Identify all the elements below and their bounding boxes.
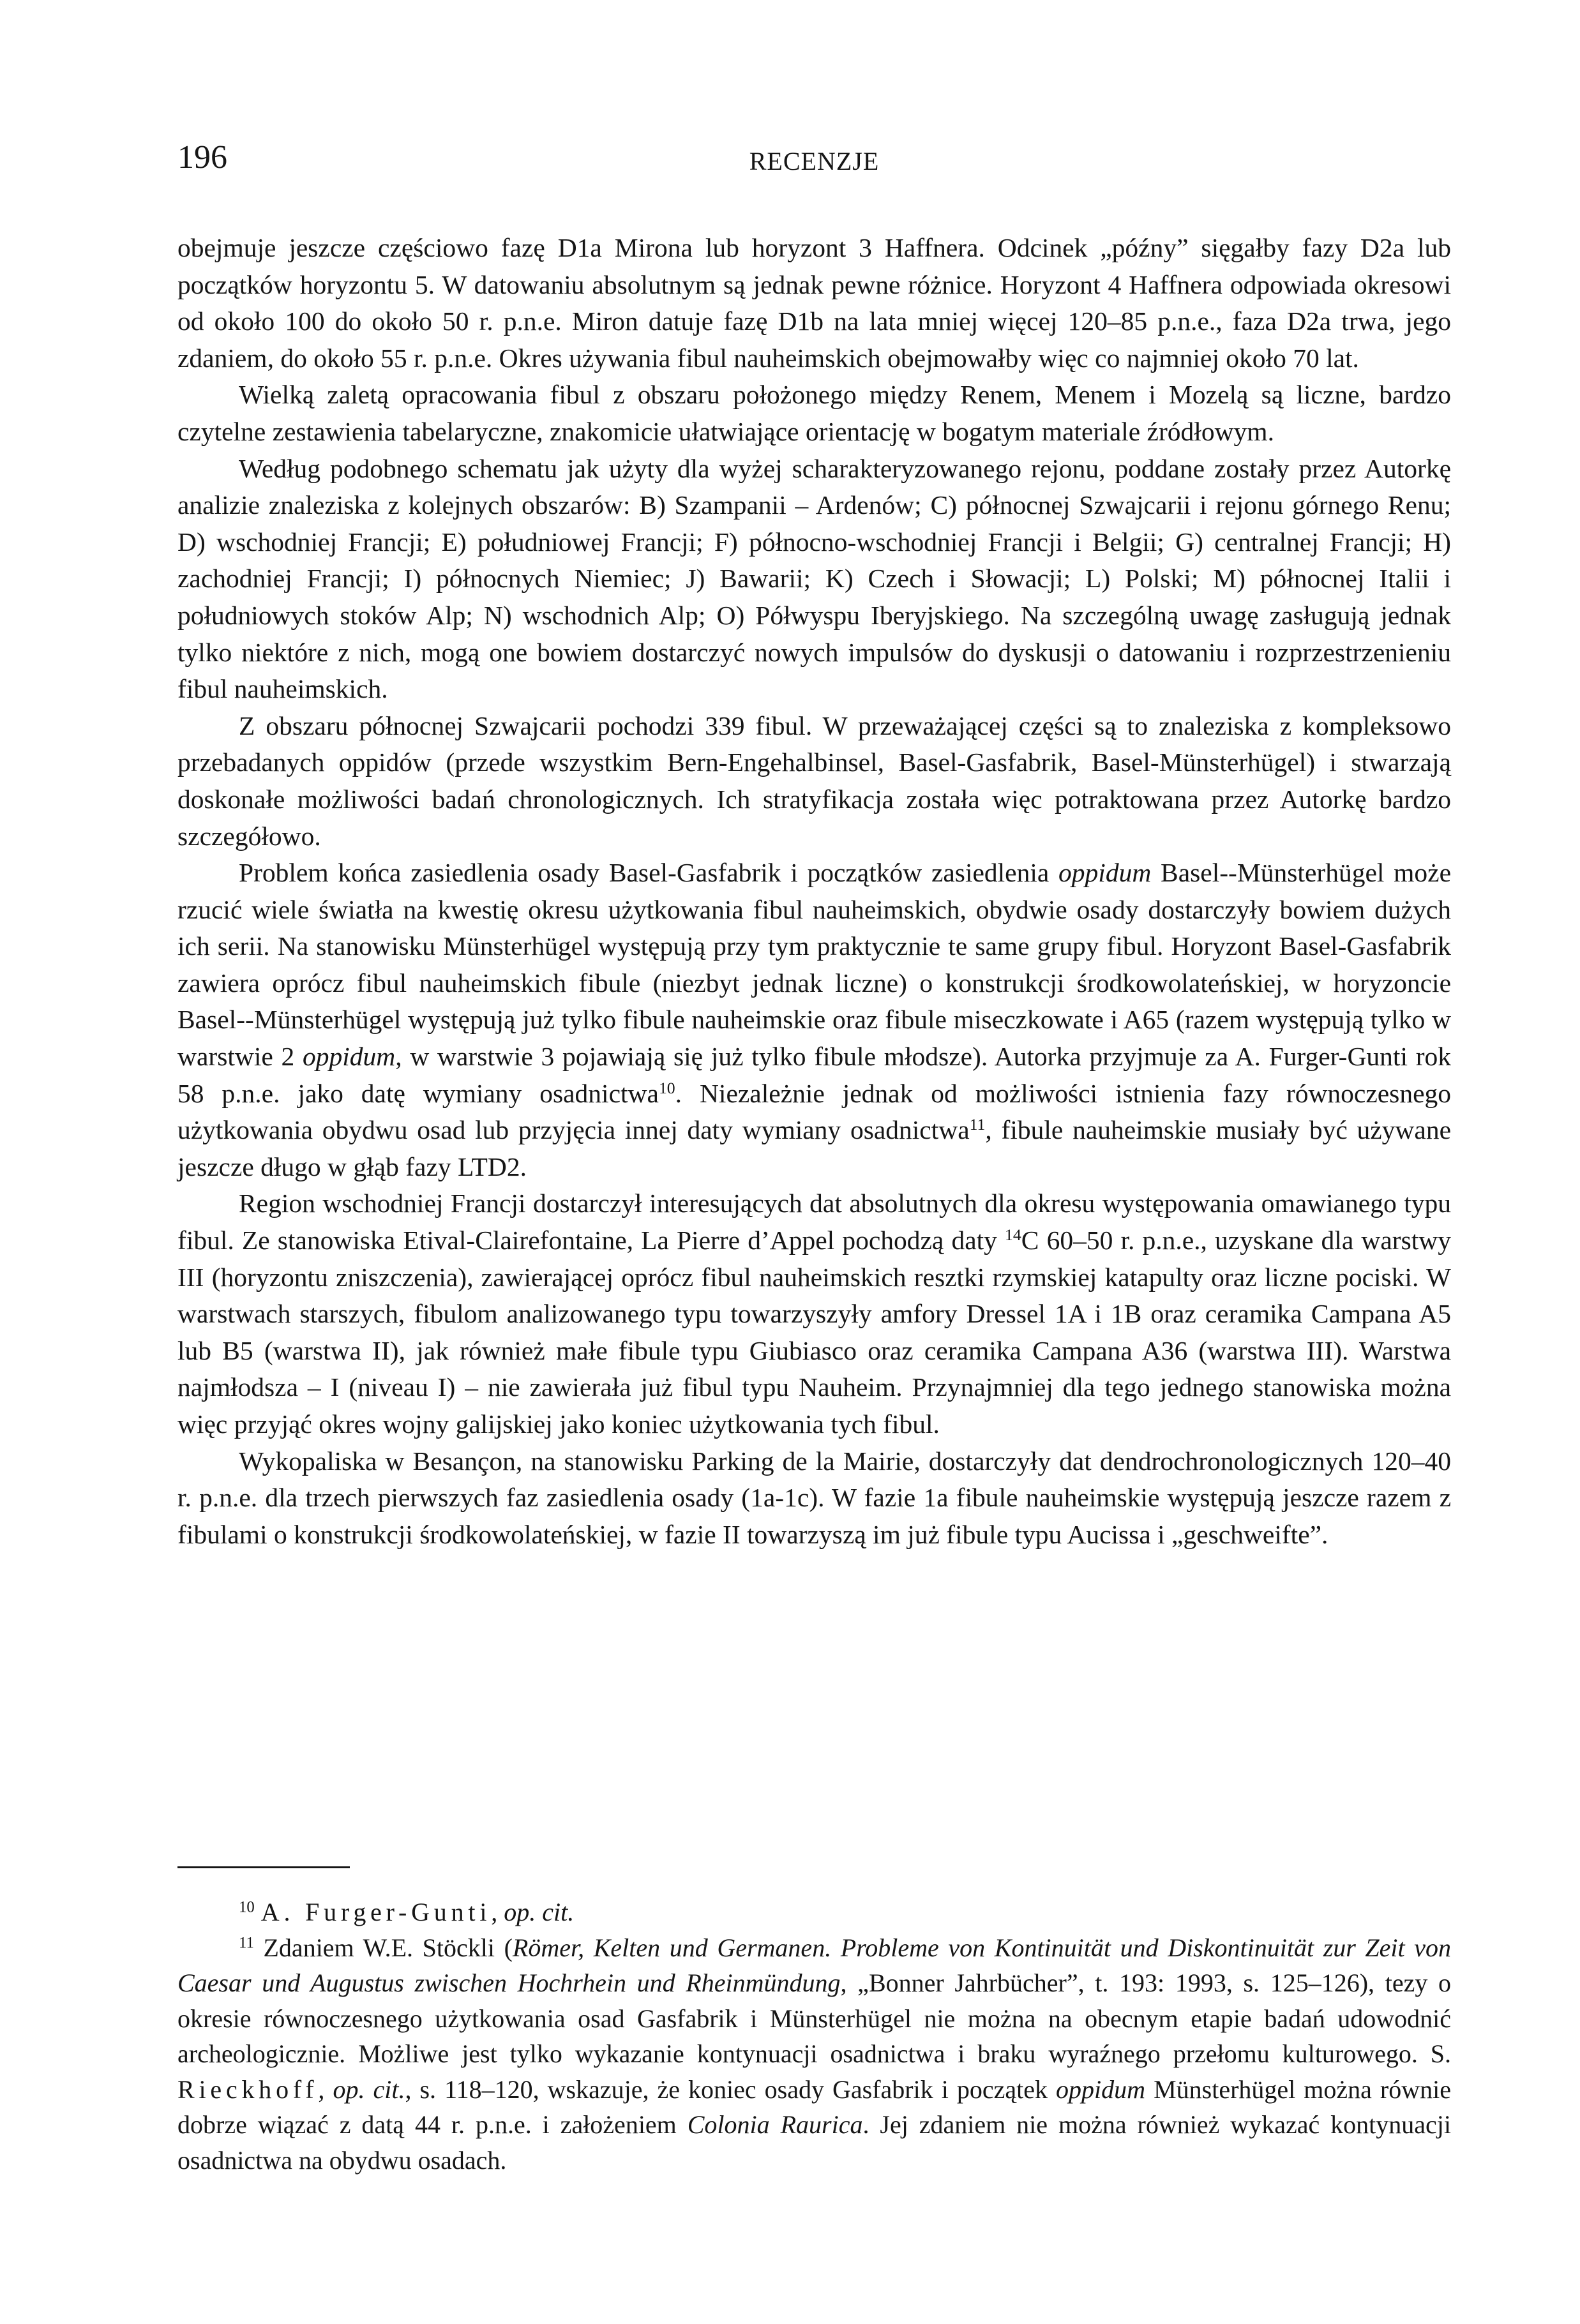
footnote-author: A. Furger-Gunti: [260, 1898, 492, 1926]
footnote-divider: [177, 1866, 350, 1868]
paragraph-6-text: C 60–50 r. p.n.e., uzyskane dla warstwy III (horyzontu zniszczenia), zawierającej oprócz fibul nauheimskich resztki rzymskiej katapulty oraz liczne pociski. W warstwach starszych, fibulom analizowanego typu towarzyszyły amfory Dressel 1A i 1B oraz ceramika Campana A5 lub B5 (warstwa II), jak również małe fibule typu Giubiasco oraz ceramika Campana A36 (warstwa III). Warstwa najmłodsza – I (niveau I) – nie zawierała już fibul typu Nauheim. Przynajmniej dla tego jednego stanowiska można więc przyjąć okres wojny galijskiej jako koniec użytkowania tych fibul.: [177, 1226, 1451, 1439]
running-head: RECENZJE: [749, 147, 880, 176]
footnote-author: Rieckhoff: [177, 2074, 319, 2104]
footnote-text: Zdaniem W.E. Stöckli (: [263, 1933, 513, 1962]
paragraph-5: [177, 855, 1451, 1185]
term-oppidum: oppidum: [1058, 858, 1152, 888]
footnote-text: ,: [318, 2074, 333, 2104]
footnote-citation: op. cit.: [504, 1898, 575, 1926]
footnote-text: , „Bonner Jahrbücher”, t. 193: 1993, s. 125–126), tezy o okresie równoczesnego użytkowania osad Gasfabrik i Münsterhügel nie można na obecnym etapie badań udowodnić archeologicznie. Możliwe jest tylko wykazanie kontynuacji osadnictwa i braku wyraźnego przełomu kulturowego. S.: [177, 1968, 1451, 2068]
paragraph-7: Wykopaliska w Besançon, na stanowisku Parking de la Mairie, dostarczyły dat dendrochronologicznych 120–40 r. p.n.e. dla trzech pierwszych faz zasiedlenia osady (1a-1c). W fazie 1a fibule nauheimskie występują jeszcze razem z fibulami o konstrukcji środkowolateńskiej, w fazie II towarzyszą im już fibule typu Aucissa i „geschweifte”.: [177, 1446, 1451, 1549]
page-number: 196: [177, 139, 227, 176]
term-colonia-raurica: Colonia Raurica: [687, 2110, 863, 2139]
footnote-citation: op. cit.: [333, 2074, 405, 2104]
paragraph-5-text: . Niezależnie jednak od możliwości istnienia fazy równoczesnego użytkowania obydwu osad lub przyjęcia innej daty wymiany osadnictwa: [177, 1078, 1451, 1145]
footnote-text: . Jej zdaniem nie można również wykazać kontynuacji osadnictwa na obydwu osadach.: [177, 2110, 1451, 2175]
footnotes: [177, 1894, 1451, 2178]
paragraph-5-text: , fibule nauheimskie musiały być używane jeszcze długo w głąb fazy LTD2.: [177, 1115, 1451, 1181]
paragraph-1: obejmuje jeszcze częściowo fazę D1a Mirona lub horyzont 3 Haffnera. Odcinek „późny” sięgałby fazy D2a lub początków horyzontu 5. W datowaniu absolutnym są jednak pewne różnice. Horyzont 4 Haffnera odpowiada okresowi od około 100 do około 50 r. p.n.e. Miron datuje fazę D1b na lata mniej więcej 120–85 p.n.e., faza D2a trwa, jego zdaniem, do około 55 r. p.n.e. Okres używania fibul nauheimskich obejmowałby więc co najmniej około 70 lat.: [177, 233, 1451, 373]
footnote-ref-11[interactable]: 11: [969, 1115, 986, 1134]
paragraph-3: Według podobnego schematu jak użyty dla wyżej scharakteryzowanego rejonu, poddane zostały przez Autorkę analizie znaleziska z kolejnych obszarów: B) Szampanii – Ardenów; C) północnej Szwajcarii i rejonu górnego Renu; D) wschodniej Francji; E) południowej Francji; F) północno-wschodniej Francji i Belgii; G) centralnej Francji; H) zachodniej Francji; I) północnych Niemiec; J) Bawarii; K) Czech i Słowacji; L) Polski; M) północnej Italii i południowych stoków Alp; N) wschodnich Alp; O) Półwyspu Iberyjskiego. Na szczególną uwagę zasługują jednak tylko niektóre z nich, mogą one bowiem dostarczyć nowych impulsów do dyskusji o datowaniu i rozprzestrzenieniu fibul nauheimskich.: [177, 453, 1451, 704]
paragraph-5-text: , w warstwie 3 pojawiają się już tylko fibule młodsze). Autorka przyjmuje za A. Furger-Gunti rok 58 p.n.e. jako datę wymiany osadnictwa: [177, 1042, 1452, 1108]
footnote-text: , s. 118–120, wskazuje, że koniec osady Gasfabrik i początek: [405, 2074, 1057, 2104]
body-text: [177, 230, 1451, 1553]
paragraph-5-text: Basel--Münsterhügel może rzucić wiele światła na kwestię okresu użytkowania fibul nauheimskich, obydwie osady dostarczyły bowiem dużych ich serii. Na stanowisku Münsterhügel występują przy tym praktycznie te same grupy fibul. Horyzont Basel-Gasfabrik zawiera oprócz fibul nauheimskich fibule (niezbyt jednak liczne) o konstrukcji środkowolateńskiej, w horyzoncie Basel--Münsterhügel występują już tylko fibule nauheimskie oraz fibule miseczkowate i A65 (razem występują tylko w warstwie 2: [177, 858, 1451, 1072]
paragraph-5-text: Problem końca zasiedlenia osady Basel-Gasfabrik i początków zasiedlenia: [239, 858, 1059, 888]
term-oppidum: oppidum: [1056, 2074, 1146, 2104]
footnote-10: [177, 1894, 1451, 1930]
footnote-text: ,: [491, 1898, 504, 1926]
paragraph-4: Z obszaru północnej Szwajcarii pochodzi 339 fibul. W przeważającej części są to znaleziska z kompleksowo przebadanych oppidów (przede wszystkim Bern-Engehalbinsel, Basel-Gasfabrik, Basel-Münsterhügel) i stwarzają doskonałe możliwości badań chronologicznych. Ich stratyfikacja została więc potraktowana przez Autorkę bardzo szczegółowo.: [177, 710, 1451, 851]
footnote-11: [177, 1930, 1451, 2178]
footnote-book-title: Römer, Kelten und Germanen. Probleme von Kontinuität und Diskontinuität zur Zeit von Caesar und Augustus zwischen Hochrhein und Rheinmündung: [177, 1933, 1452, 1997]
paragraph-2: Wielką zaletą opracowania fibul z obszaru położonego między Renem, Menem i Mozelą są liczne, bardzo czytelne zestawienia tabelaryczne, znakomicie ułatwiające orientację w bogatym materiale źródłowym.: [177, 380, 1451, 446]
page-header: [177, 135, 1451, 180]
footnote-ref-10[interactable]: 10: [658, 1078, 675, 1097]
footnote-text: Münsterhügel można równie dobrze wiązać z datą 44 r. p.n.e. i założeniem: [177, 2074, 1452, 2139]
term-oppidum: oppidum: [302, 1042, 396, 1072]
paragraph-6-text: Region wschodniej Francji dostarczył interesujących dat absolutnych dla okresu występowania omawianego typu fibul. Ze stanowiska Etival-Clairefontaine, La Pierre d’Appel pochodzą daty: [177, 1188, 1451, 1256]
paragraph-6: [177, 1185, 1451, 1443]
footnote-number: 11: [239, 1933, 254, 1951]
footnote-number: 10: [239, 1898, 255, 1916]
isotope-superscript: 14: [1005, 1225, 1021, 1244]
